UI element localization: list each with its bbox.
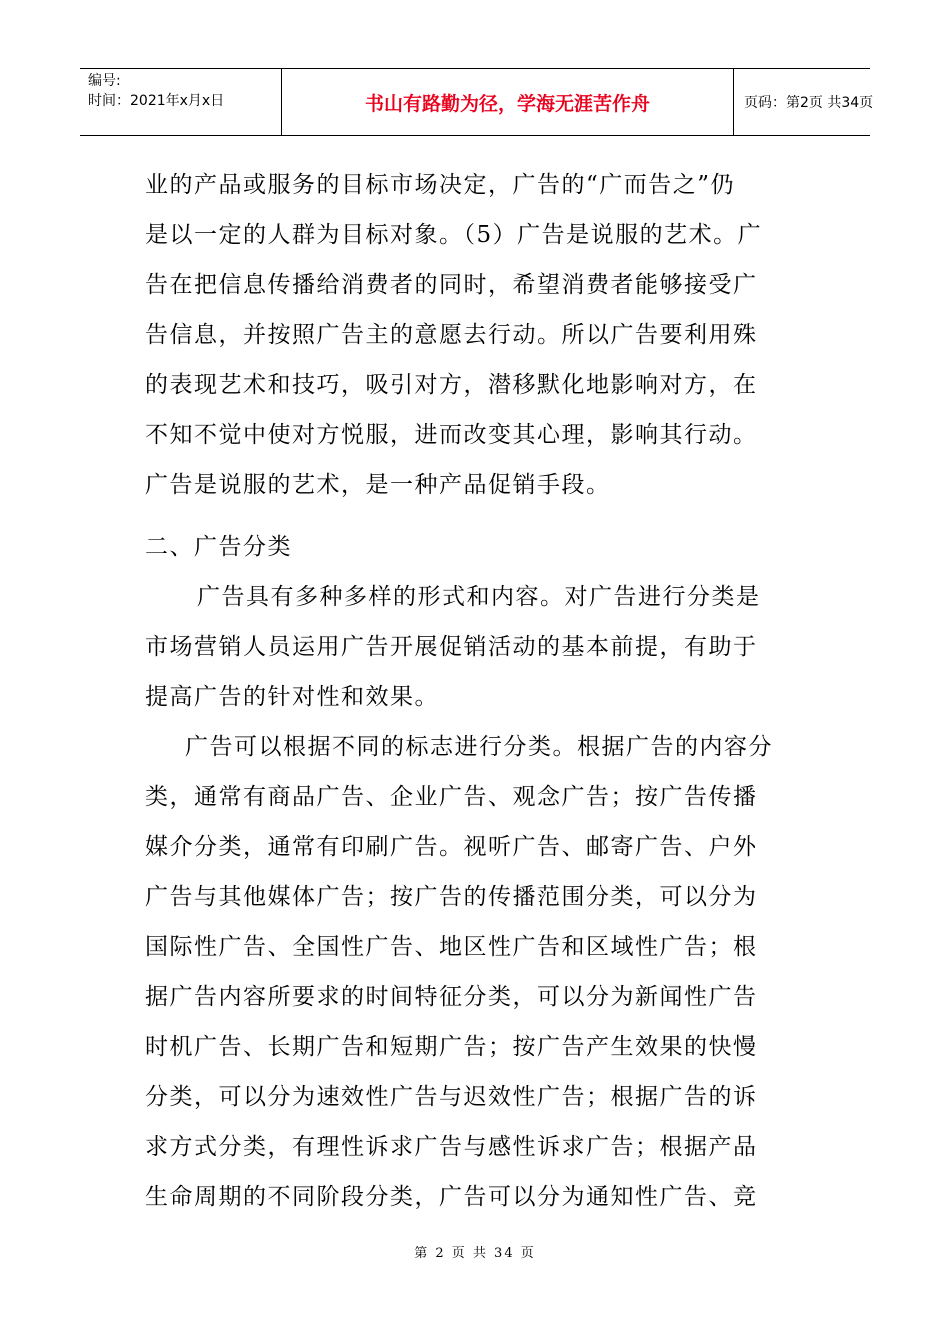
header-meta-cell	[80, 69, 282, 135]
text-line: 媒介分类，通常有印刷广告。视听广告、邮寄广告、户外	[145, 834, 758, 860]
text-line: 类，通常有商品广告、企业广告、观念广告；按广告传播	[145, 784, 758, 810]
time-label: 时间：2021年x月x日	[88, 93, 225, 109]
text-line: 是以一定的人群为目标对象。（5）广告是说服的艺术。广	[145, 222, 763, 248]
text-line: 广告可以根据不同的标志进行分类。根据广告的内容分	[185, 734, 773, 760]
text-line: 的表现艺术和技巧，吸引对方，潜移默化地影响对方，在	[145, 372, 758, 398]
text-line: 提高广告的针对性和效果。	[145, 684, 439, 710]
header-page-cell	[734, 69, 874, 135]
text-line: 据广告内容所要求的时间特征分类，可以分为新闻性广告	[145, 984, 758, 1010]
text-line: 求方式分类，有理性诉求广告与感性诉求广告；根据产品	[145, 1134, 758, 1160]
section-heading: 二、广告分类	[145, 534, 292, 560]
page-header	[80, 68, 874, 136]
text-line: 告信息，并按照广告主的意愿去行动。所以广告要利用殊	[145, 322, 758, 348]
text-line: 市场营销人员运用广告开展促销活动的基本前提，有助于	[145, 634, 758, 660]
text-line: 时机广告、长期广告和短期广告；按广告产生效果的快慢	[145, 1034, 758, 1060]
document-body	[145, 160, 813, 1222]
motto: 书山有路勤为径，学海无涯苦作舟	[364, 93, 650, 115]
header-motto-cell	[282, 69, 734, 135]
page-footer: 第 2 页 共 34 页	[414, 1246, 536, 1261]
text-line: 业的产品或服务的目标市场决定，广告的“广而告之”仍	[145, 172, 736, 198]
paragraph-2	[145, 572, 813, 722]
text-line: 不知不觉中使对方悦服，进而改变其心理，影响其行动。	[145, 422, 758, 448]
text-line: 告在把信息传播给消费者的同时，希望消费者能够接受广	[145, 272, 758, 298]
text-line: 广告与其他媒体广告；按广告的传播范围分类，可以分为	[145, 884, 758, 910]
paragraph-3	[145, 722, 813, 1222]
text-line: 广告是说服的艺术，是一种产品促销手段。	[145, 472, 611, 498]
text-line: 分类，可以分为速效性广告与迟效性广告；根据广告的诉	[145, 1084, 758, 1110]
number-label: 编号:	[88, 73, 121, 89]
text-line: 广告具有多种多样的形式和内容。对广告进行分类是	[197, 584, 761, 610]
text-line: 生命周期的不同阶段分类，广告可以分为通知性广告、竞	[145, 1184, 758, 1210]
paragraph-1	[145, 160, 813, 510]
text-line: 国际性广告、全国性广告、地区性广告和区域性广告；根	[145, 934, 758, 960]
page-number-label: 页码：第2页 共34页	[744, 95, 874, 111]
